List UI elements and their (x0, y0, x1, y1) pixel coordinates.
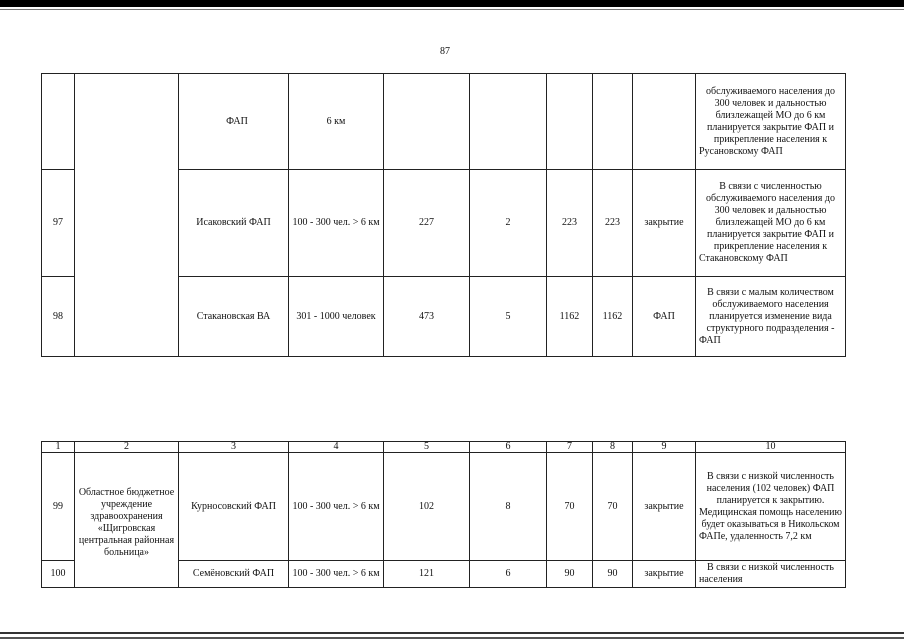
organization-cell (75, 74, 179, 357)
note-cell: В связи с численностью обслуживаемого населения до 300 человек и дальностью близлежащей МО до 6 км планируется закрытие ФАП и прикрепление населения к Стакановскому ФАП (696, 170, 846, 277)
action-col9: закрытие (633, 170, 696, 277)
header-row (42, 442, 846, 453)
organization-cell: Областное бюджетное учреждение здравоохранения «Щигровская центральная районная больница» (75, 453, 179, 588)
value-col5: 102 (384, 453, 470, 561)
row-number: 98 (42, 277, 75, 357)
column-header: 6 (470, 442, 547, 453)
column-header: 4 (289, 442, 384, 453)
action-col9: закрытие (633, 453, 696, 561)
scan-border-bottom-line (0, 637, 904, 639)
value-col8 (593, 74, 633, 170)
value-col6: 6 (470, 561, 547, 588)
facility-name: ФАП (179, 74, 289, 170)
table-row (42, 74, 846, 170)
page-number: 87 (440, 46, 450, 57)
column-header: 5 (384, 442, 470, 453)
value-col6 (470, 74, 547, 170)
facility-table-top (41, 73, 846, 357)
column-header: 7 (547, 442, 593, 453)
action-col9 (633, 74, 696, 170)
facility-category: 100 - 300 чел. > 6 км (289, 561, 384, 588)
row-number (42, 74, 75, 170)
column-header: 1 (42, 442, 75, 453)
value-col5: 227 (384, 170, 470, 277)
facility-name: Стакановская ВА (179, 277, 289, 357)
value-col8: 1162 (593, 277, 633, 357)
facility-name: Курносовский ФАП (179, 453, 289, 561)
facility-category: 100 - 300 чел. > 6 км (289, 453, 384, 561)
note-cell: обслуживаемого населения до 300 человек и дальностью близлежащей МО до 6 км планируется закрытие ФАП и прикрепление населения к Русановскому ФАП (696, 74, 846, 170)
facility-name: Исаковский ФАП (179, 170, 289, 277)
column-header: 10 (696, 442, 846, 453)
value-col6: 2 (470, 170, 547, 277)
value-col8: 90 (593, 561, 633, 588)
facility-category: 301 - 1000 человек (289, 277, 384, 357)
value-col8: 223 (593, 170, 633, 277)
facility-category: 6 км (289, 74, 384, 170)
value-col7: 223 (547, 170, 593, 277)
row-number: 97 (42, 170, 75, 277)
row-number: 100 (42, 561, 75, 588)
facility-category: 100 - 300 чел. > 6 км (289, 170, 384, 277)
value-col8: 70 (593, 453, 633, 561)
row-number: 99 (42, 453, 75, 561)
action-col9: ФАП (633, 277, 696, 357)
scan-border-bottom (0, 632, 904, 634)
value-col6: 5 (470, 277, 547, 357)
facility-name: Семёновский ФАП (179, 561, 289, 588)
value-col7: 1162 (547, 277, 593, 357)
value-col6: 8 (470, 453, 547, 561)
value-col7: 90 (547, 561, 593, 588)
facility-table-bottom (41, 441, 846, 588)
value-col7 (547, 74, 593, 170)
note-cell: В связи с малым количеством обслуживаемого населения планируется изменение вида структурного подразделения - ФАП (696, 277, 846, 357)
note-cell: В связи с низкой численность населения (102 человек) ФАП планируется к закрытию. Медицинская помощь населению будет оказываться в Никольском ФАПе, удаленность 7,2 км (696, 453, 846, 561)
value-col5: 121 (384, 561, 470, 588)
column-header: 9 (633, 442, 696, 453)
value-col7: 70 (547, 453, 593, 561)
scan-border-top (0, 0, 904, 7)
scan-border-top-line (0, 9, 904, 10)
action-col9: закрытие (633, 561, 696, 588)
value-col5 (384, 74, 470, 170)
column-header: 8 (593, 442, 633, 453)
table-row (42, 453, 846, 561)
note-cell: В связи с низкой численность населения (696, 561, 846, 588)
column-header: 2 (75, 442, 179, 453)
column-header: 3 (179, 442, 289, 453)
value-col5: 473 (384, 277, 470, 357)
